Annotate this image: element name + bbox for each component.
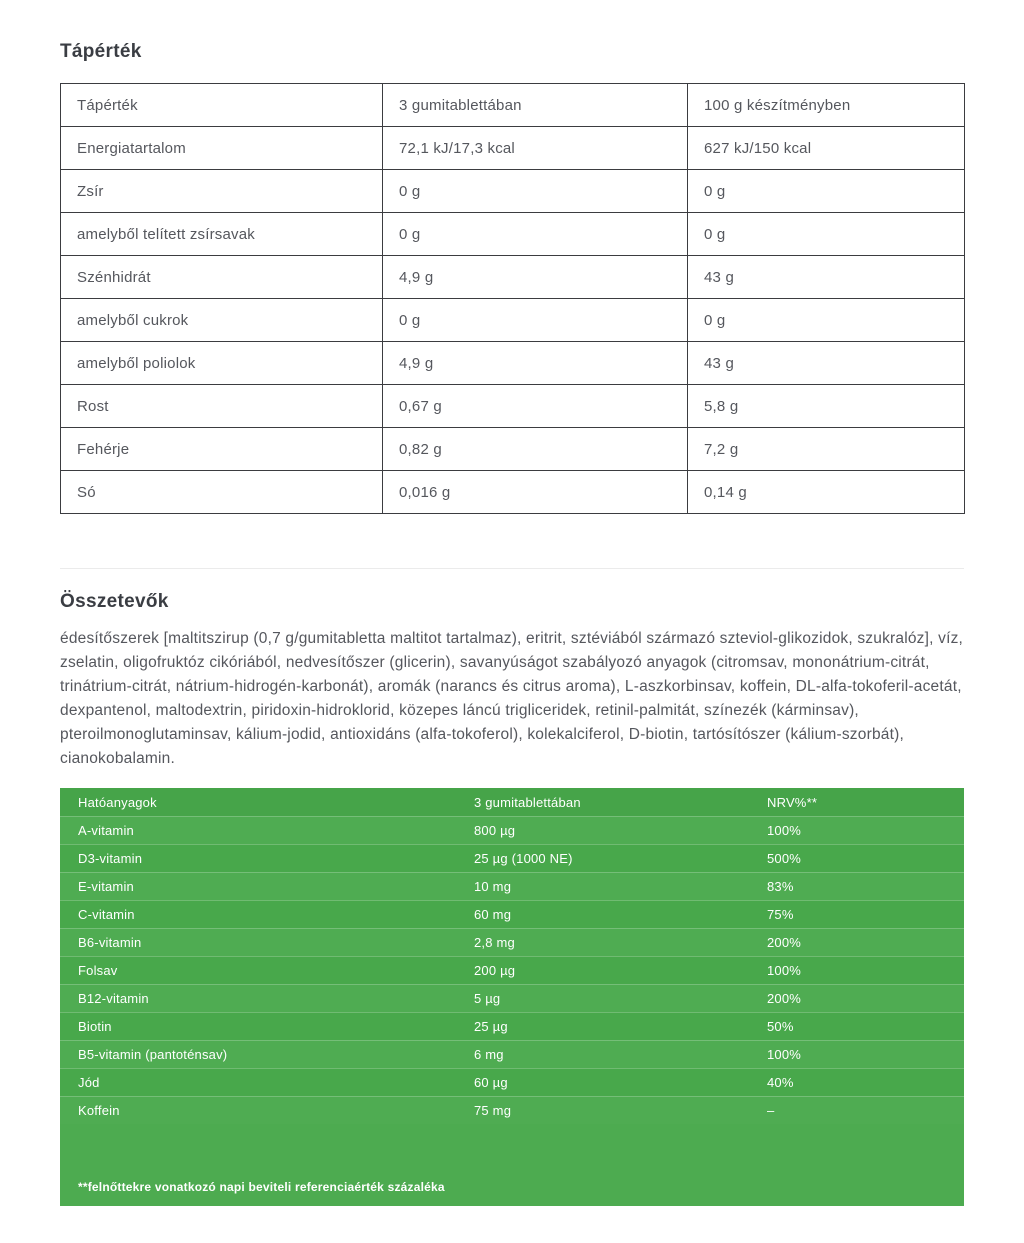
table-cell: Zsír <box>61 170 383 213</box>
actives-table <box>60 788 964 1206</box>
table-row <box>61 471 965 514</box>
table-cell: Fehérje <box>61 428 383 471</box>
table-cell: 0 g <box>688 299 965 342</box>
actives-cell: Folsav <box>78 963 118 978</box>
table-cell: 0 g <box>688 213 965 256</box>
actives-cell: 5 µg <box>474 991 501 1006</box>
table-row <box>61 342 965 385</box>
actives-row <box>60 1096 964 1124</box>
actives-row <box>60 872 964 900</box>
table-cell: 4,9 g <box>383 256 688 299</box>
table-cell: 0 g <box>383 213 688 256</box>
table-cell: Só <box>61 471 383 514</box>
table-cell: 0,82 g <box>383 428 688 471</box>
table-cell: amelyből cukrok <box>61 299 383 342</box>
table-cell: 43 g <box>688 342 965 385</box>
table-cell: 0,14 g <box>688 471 965 514</box>
actives-cell: 10 mg <box>474 879 512 894</box>
table-cell: 7,2 g <box>688 428 965 471</box>
table-cell: 0,016 g <box>383 471 688 514</box>
table-cell: Energiatartalom <box>61 127 383 170</box>
actives-row <box>60 956 964 984</box>
actives-row <box>60 844 964 872</box>
nutrition-header-row <box>61 84 965 127</box>
table-cell: 0,67 g <box>383 385 688 428</box>
table-row <box>61 170 965 213</box>
actives-cell: 60 µg <box>474 1075 508 1090</box>
actives-cell: 100% <box>767 823 802 838</box>
actives-cell: 25 µg (1000 NE) <box>474 851 573 866</box>
actives-spacer <box>60 1124 964 1176</box>
table-row <box>61 385 965 428</box>
actives-cell: A-vitamin <box>78 823 134 838</box>
actives-cell: 100% <box>767 1047 802 1062</box>
table-row <box>61 213 965 256</box>
nutrition-header-cell: 3 gumitablettában <box>383 84 688 127</box>
ingredients-paragraph: édesítőszerek [maltitszirup (0,7 g/gumitabletta maltitot tartalmaz), eritrit, sztéviából származó szteviol-glikozidok, szukralóz], víz, zselatin, oligofruktóz cikóriából, nedvesítőszer (glicerin), savanyúságot szabályozó anyagok (citromsav, mononátrium-citrát, trinátrium-citrát, nátrium-hidrogén-karbonát), aromák (narancs és citrus aroma), L-aszkorbinsav, koffein, DL-alfa-tokoferil-acetát, dexpantenol, maltodextrin, piridoxin-hidroklorid, közepes láncú trigliceridek, retinil-palmitát, színezék (kárminsav), pteroilmonoglutaminsav, kálium-jodid, antioxidáns (alfa-tokoferol), kolekalciferol, D-biotin, tartósítószer (kálium-szorbát), cianokobalamin. <box>60 630 964 767</box>
table-cell: 4,9 g <box>383 342 688 385</box>
nutrition-table <box>60 83 965 514</box>
table-row <box>61 127 965 170</box>
actives-row <box>60 928 964 956</box>
table-row <box>61 428 965 471</box>
actives-header-cell: NRV%** <box>767 794 818 810</box>
actives-cell: 800 µg <box>474 823 516 838</box>
actives-cell: Biotin <box>78 1019 112 1034</box>
actives-cell: 500% <box>767 851 802 866</box>
actives-cell: 200% <box>767 935 802 950</box>
nutrition-section-title: Tápérték <box>60 41 142 62</box>
table-row <box>61 256 965 299</box>
table-cell: 0 g <box>688 170 965 213</box>
actives-cell: D3-vitamin <box>78 851 143 866</box>
actives-row <box>60 984 964 1012</box>
table-row <box>61 299 965 342</box>
actives-cell: 75 mg <box>474 1103 512 1118</box>
actives-cell: 6 mg <box>474 1047 504 1062</box>
section-divider <box>60 568 964 569</box>
table-cell: 0 g <box>383 299 688 342</box>
actives-header-row <box>60 788 964 816</box>
actives-row <box>60 816 964 844</box>
actives-cell: – <box>767 1103 775 1118</box>
nutrition-header-cell: Tápérték <box>61 84 383 127</box>
actives-cell: Jód <box>78 1075 100 1090</box>
actives-cell: B5-vitamin (pantoténsav) <box>78 1047 228 1062</box>
actives-cell: 25 µg <box>474 1019 508 1034</box>
actives-row <box>60 1040 964 1068</box>
table-cell: 72,1 kJ/17,3 kcal <box>383 127 688 170</box>
nutrition-header-cell: 100 g készítményben <box>688 84 965 127</box>
actives-row <box>60 900 964 928</box>
actives-cell: 75% <box>767 907 794 922</box>
actives-cell: B12-vitamin <box>78 991 149 1006</box>
actives-footnote: **felnőttekre vonatkozó napi beviteli referenciaérték százaléka <box>60 1176 964 1206</box>
actives-cell: Koffein <box>78 1103 120 1118</box>
actives-cell: 100% <box>767 963 802 978</box>
table-cell: Szénhidrát <box>61 256 383 299</box>
table-cell: 43 g <box>688 256 965 299</box>
table-cell: 5,8 g <box>688 385 965 428</box>
table-cell: 0 g <box>383 170 688 213</box>
actives-row <box>60 1012 964 1040</box>
actives-cell: E-vitamin <box>78 879 134 894</box>
actives-cell: 2,8 mg <box>474 935 515 950</box>
actives-header-cell: Hatóanyagok <box>78 794 157 810</box>
actives-cell: 40% <box>767 1075 794 1090</box>
actives-cell: 200 µg <box>474 963 516 978</box>
actives-cell: 60 mg <box>474 907 512 922</box>
actives-cell: 50% <box>767 1019 794 1034</box>
actives-cell: C-vitamin <box>78 907 135 922</box>
actives-cell: 83% <box>767 879 794 894</box>
ingredients-section-title: Összetevők <box>60 591 169 612</box>
table-cell: 627 kJ/150 kcal <box>688 127 965 170</box>
table-cell: Rost <box>61 385 383 428</box>
table-cell: amelyből telített zsírsavak <box>61 213 383 256</box>
actives-row <box>60 1068 964 1096</box>
actives-cell: 200% <box>767 991 802 1006</box>
actives-header-cell: 3 gumitablettában <box>474 794 581 810</box>
actives-cell: B6-vitamin <box>78 935 142 950</box>
table-cell: amelyből poliolok <box>61 342 383 385</box>
